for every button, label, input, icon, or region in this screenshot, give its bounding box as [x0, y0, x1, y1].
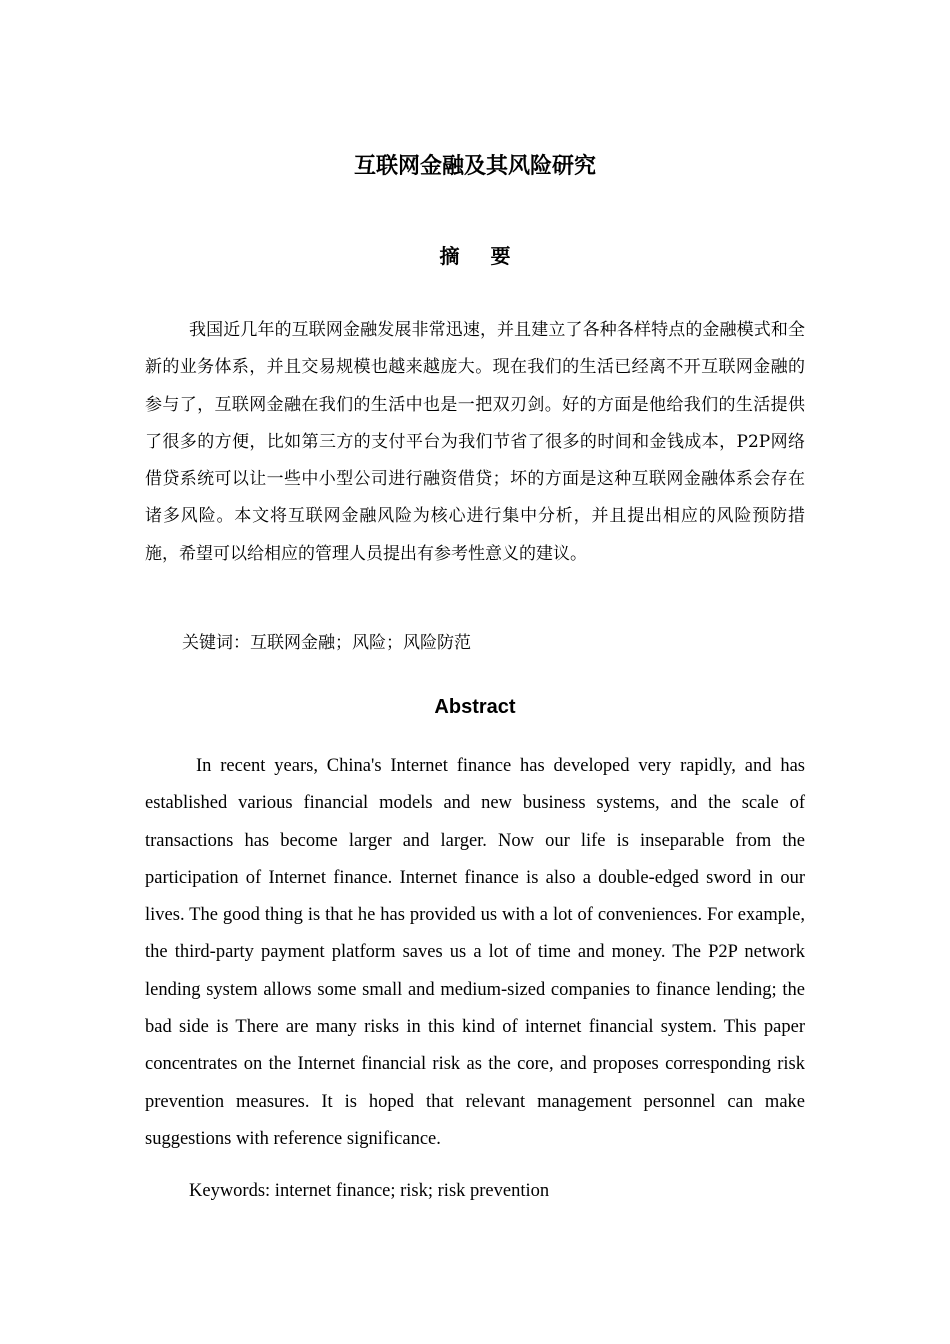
paper-title: 互联网金融及其风险研究 — [353, 153, 596, 179]
keywords-en: Keywords: internet finance; risk; risk prevention — [189, 1181, 550, 1201]
abstract-en-heading: Abstract — [434, 696, 516, 718]
abstract-en-body: In recent years, China's Internet finance has developed very rapidly, and has established various financial models and new business systems, and the scale of transactions has become larger and larger. Now our life is inseparable from the participation of Internet finance. Internet finance is also a double-edged sword in our lives. The good thing is that he has provided us with a lot of conveniences. For example, the third-party payment platform saves us a lot of time and money. The P2P network lending system allows some small and medium-sized companies to finance lending; the bad side is There are many risks in this kind of internet financial system. This paper concentrates on the Internet financial risk as the core, and proposes corresponding risk prevention measures. It is hoped that relevant management personnel can make suggestions with reference significance. — [145, 756, 805, 1149]
abstract-cn-heading: 摘 要 — [439, 244, 523, 268]
abstract-cn-body: 我国近几年的互联网金融发展非常迅速，并且建立了各种各样特点的金融模式和全新的业务体系，并且交易规模也越来越庞大。现在我们的生活已经离不开互联网金融的参与了，互联网金融在我们的生活中也是一把双刃剑。好的方面是他给我们的生活提供了很多的方便，比如第三方的支付平台为我们节省了很多的时间和金钱成本，P2P网络借贷系统可以让一些中小型公司进行融资借贷；坏的方面是这种互联网金融体系会存在诸多风险。本文将互联网金融风险为核心进行集中分析，并且提出相应的风险预防措施，希望可以给相应的管理人员提出有参考性意义的建议。 — [145, 320, 805, 564]
keywords-cn: 关键词：互联网金融；风险；风险防范 — [182, 633, 471, 653]
